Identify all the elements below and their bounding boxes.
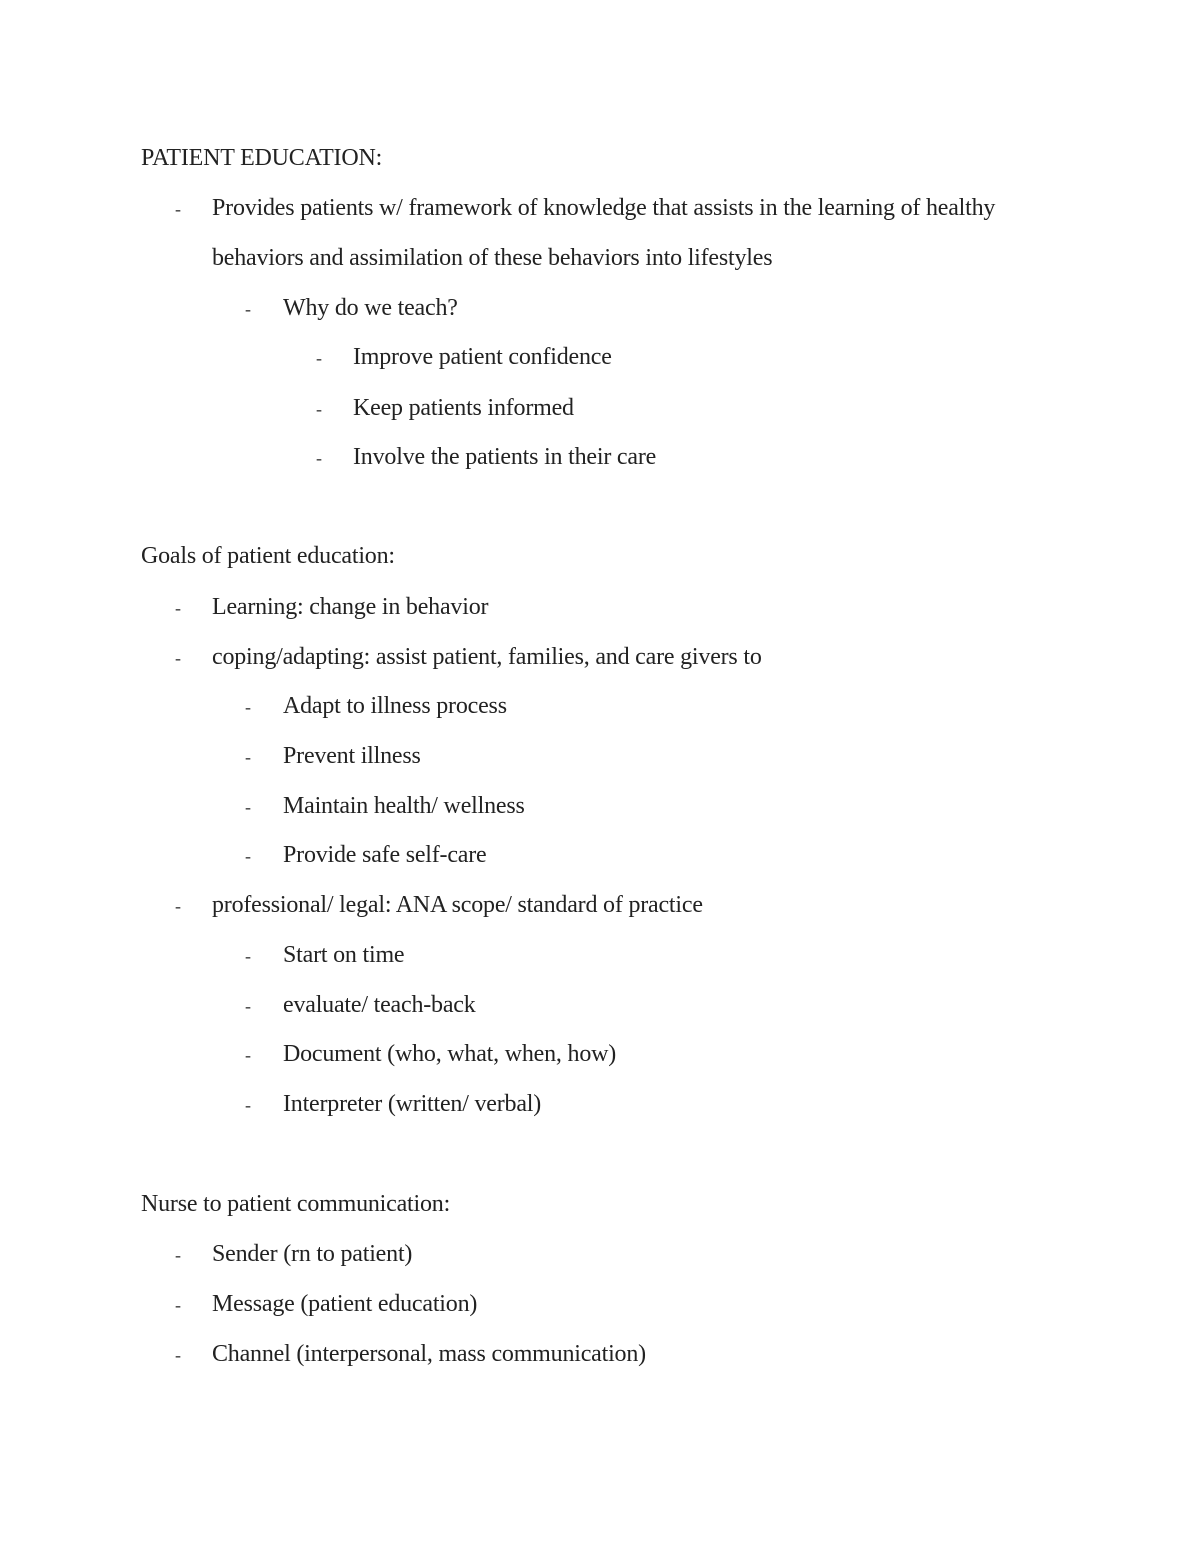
bullet-dash: - bbox=[175, 1245, 181, 1265]
list-item-provides-line1: Provides patients w/ framework of knowledge that assists in the learning of healthy bbox=[212, 195, 996, 221]
bullet-dash: - bbox=[316, 348, 322, 368]
list-item: Improve patient confidence bbox=[353, 344, 612, 370]
list-item: Maintain health/ wellness bbox=[283, 793, 525, 819]
list-item-provides-line2: behaviors and assimilation of these behaviors into lifestyles bbox=[212, 245, 773, 271]
bullet-dash: - bbox=[316, 399, 322, 419]
bullet-dash: - bbox=[245, 996, 251, 1016]
bullet-dash: - bbox=[245, 846, 251, 866]
list-item: Keep patients informed bbox=[353, 395, 574, 421]
bullet-dash: - bbox=[316, 448, 322, 468]
bullet-dash: - bbox=[175, 1295, 181, 1315]
bullet-dash: - bbox=[245, 299, 251, 319]
list-item: Document (who, what, when, how) bbox=[283, 1041, 617, 1067]
list-item: evaluate/ teach-back bbox=[283, 992, 476, 1018]
section-heading-communication: Nurse to patient communication: bbox=[141, 1191, 451, 1217]
bullet-dash: - bbox=[245, 797, 251, 817]
bullet-dash: - bbox=[175, 598, 181, 618]
bullet-dash: - bbox=[245, 747, 251, 767]
list-item: Sender (rn to patient) bbox=[212, 1241, 413, 1267]
bullet-dash: - bbox=[245, 1045, 251, 1065]
list-item: Involve the patients in their care bbox=[353, 444, 657, 470]
bullet-dash: - bbox=[245, 946, 251, 966]
list-item: Adapt to illness process bbox=[283, 693, 507, 719]
bullet-dash: - bbox=[175, 1345, 181, 1365]
list-item: Provide safe self-care bbox=[283, 842, 487, 868]
bullet-dash: - bbox=[175, 648, 181, 668]
bullet-dash: - bbox=[175, 896, 181, 916]
bullet-dash: - bbox=[245, 697, 251, 717]
list-item-why-teach: Why do we teach? bbox=[283, 295, 458, 321]
list-item-learning: Learning: change in behavior bbox=[212, 594, 489, 620]
list-item-coping: coping/adapting: assist patient, families, and care givers to bbox=[212, 644, 762, 670]
list-item: Interpreter (written/ verbal) bbox=[283, 1091, 542, 1117]
list-item-professional: professional/ legal: ANA scope/ standard of practice bbox=[212, 892, 703, 918]
bullet-dash: - bbox=[175, 199, 181, 219]
list-item: Message (patient education) bbox=[212, 1291, 478, 1317]
list-item: Prevent illness bbox=[283, 743, 421, 769]
section-heading-patient-education: PATIENT EDUCATION: bbox=[141, 145, 383, 171]
list-item: Channel (interpersonal, mass communication) bbox=[212, 1341, 646, 1367]
bullet-dash: - bbox=[245, 1095, 251, 1115]
list-item: Start on time bbox=[283, 942, 405, 968]
section-heading-goals: Goals of patient education: bbox=[141, 543, 395, 569]
